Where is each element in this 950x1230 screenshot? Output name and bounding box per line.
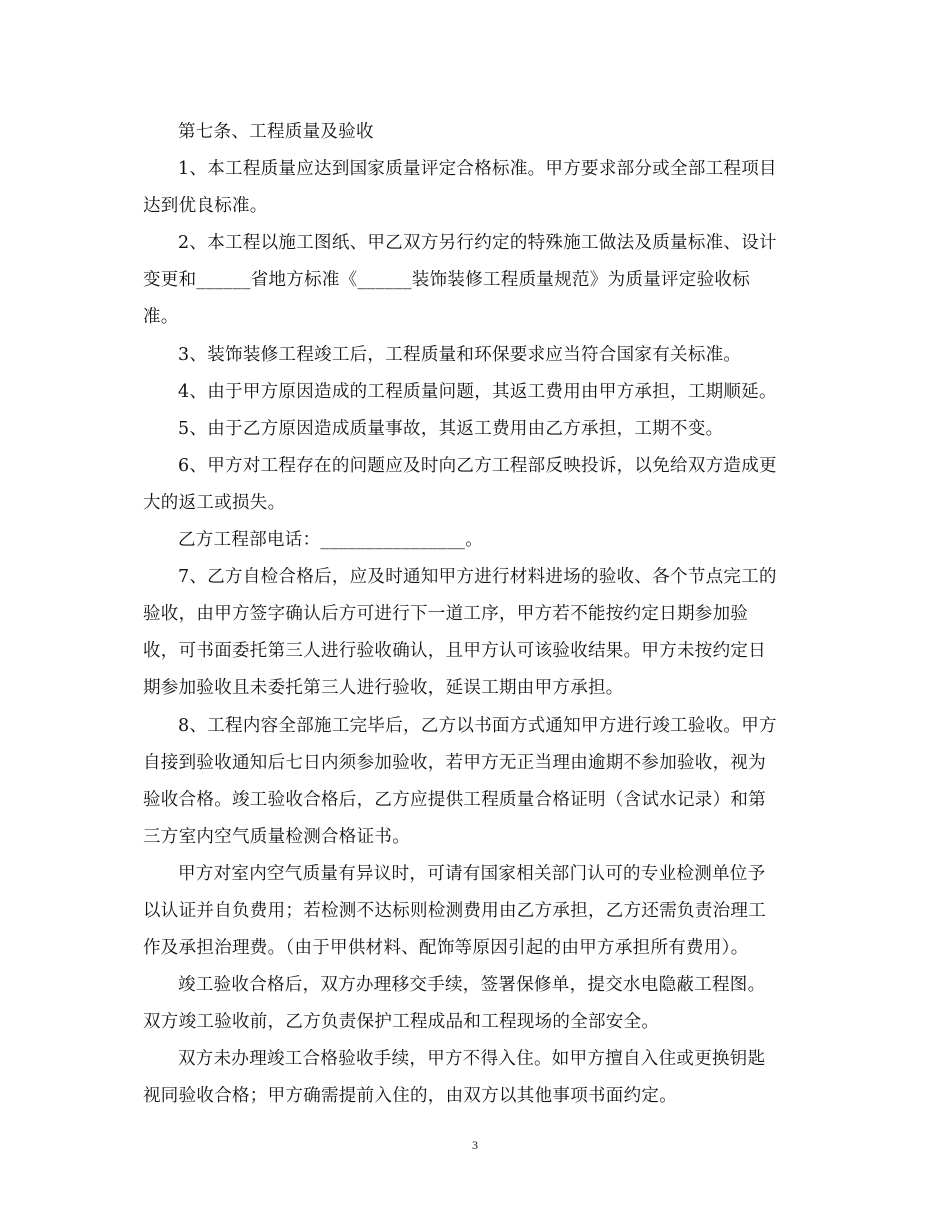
paragraph-article-7-heading <box>143 114 811 151</box>
paragraph-handover <box>143 967 811 1041</box>
paragraph-line: 2、本工程以施工图纸、甲乙双方另行约定的特殊施工做法及质量标准、设计 <box>178 233 777 254</box>
paragraph-line: 大的返工或损失。 <box>143 492 286 513</box>
paragraph-line: 作及承担治理费。（由于甲供材料、配饰等原因引起的由甲方承担所有费用）。 <box>143 938 749 959</box>
paragraph-line: 双方竣工验收前，乙方负责保护工程成品和工程现场的全部安全。 <box>143 1012 660 1033</box>
page-number: 3 <box>472 1138 478 1152</box>
paragraph-line: 三方室内空气质量检测合格证书。 <box>143 826 410 847</box>
paragraph-line: 期参加验收且未委托第三人进行验收，延误工期由甲方承担。 <box>143 678 624 699</box>
paragraph-line: 甲方对室内空气质量有异议时，可请有国家相关部门认可的专业检测单位予 <box>178 863 766 884</box>
paragraph-line: 4、由于甲方原因造成的工程质量问题，其返工费用由甲方承担，工期顺延。 <box>178 381 777 402</box>
paragraph-line: 视同验收合格；甲方确需提前入住的，由双方以其他事项书面约定。 <box>143 1086 677 1107</box>
paragraph-item-8 <box>143 708 811 856</box>
paragraph-line: 验收，由甲方签字确认后方可进行下一道工序，甲方若不能按约定日期参加验 <box>143 604 749 625</box>
paragraph-line: 以认证并自负费用；若检测不达标则检测费用由乙方承担，乙方还需负责治理工 <box>143 900 766 921</box>
paragraph-occupancy <box>143 1041 811 1115</box>
paragraph-item-3 <box>143 337 811 374</box>
paragraph-line: 竣工验收合格后，双方办理移交手续，签署保修单，提交水电隐蔽工程图。 <box>178 975 766 996</box>
paragraph-line: 1、本工程质量应达到国家质量评定合格标准。甲方要求部分或全部工程项目 <box>178 159 777 180</box>
paragraph-line: 乙方工程部电话：________________。 <box>178 530 483 551</box>
paragraph-line: 7、乙方自检合格后，应及时通知甲方进行材料进场的验收、各个节点完工的 <box>178 567 777 588</box>
paragraph-line: 自接到验收通知后七日内须参加验收，若甲方无正当理由逾期不参加验收，视为 <box>143 752 766 773</box>
paragraph-line: 第七条、工程质量及验收 <box>178 122 374 142</box>
document-body <box>143 114 811 1116</box>
paragraph-line: 5、由于乙方原因造成质量事故，其返工费用由乙方承担，工期不变。 <box>178 418 724 439</box>
paragraph-line: 达到优良标准。 <box>143 196 268 217</box>
paragraph-item-6 <box>143 448 811 522</box>
paragraph-line: 验收合格。竣工验收合格后，乙方应提供工程质量合格证明（含试水记录）和第 <box>143 789 766 810</box>
paragraph-line: 3、装饰装修工程竣工后，工程质量和环保要求应当符合国家有关标准。 <box>178 344 742 365</box>
paragraph-line: 双方未办理竣工合格验收手续，甲方不得入住。如甲方擅自入住或更换钥匙 <box>178 1049 766 1070</box>
paragraph-item-1 <box>143 151 811 225</box>
paragraph-line: 变更和______省地方标准《______装饰装修工程质量规范》为质量评定验收标 <box>143 270 750 291</box>
paragraph-line: 8、工程内容全部施工完毕后，乙方以书面方式通知甲方进行竣工验收。甲方 <box>178 715 777 736</box>
paragraph-item-7 <box>143 559 811 707</box>
paragraph-air-quality <box>143 856 811 967</box>
paragraph-item-2 <box>143 225 811 336</box>
paragraph-line: 准。 <box>143 307 179 328</box>
paragraph-line: 收，可书面委托第三人进行验收确认，且甲方认可该验收结果。甲方未按约定日 <box>143 641 766 662</box>
paragraph-item-5 <box>143 411 811 448</box>
paragraph-line: 6、甲方对工程存在的问题应及时向乙方工程部反映投诉，以免给双方造成更 <box>178 455 777 476</box>
paragraph-phone-line <box>143 522 811 559</box>
paragraph-item-4 <box>143 374 811 411</box>
